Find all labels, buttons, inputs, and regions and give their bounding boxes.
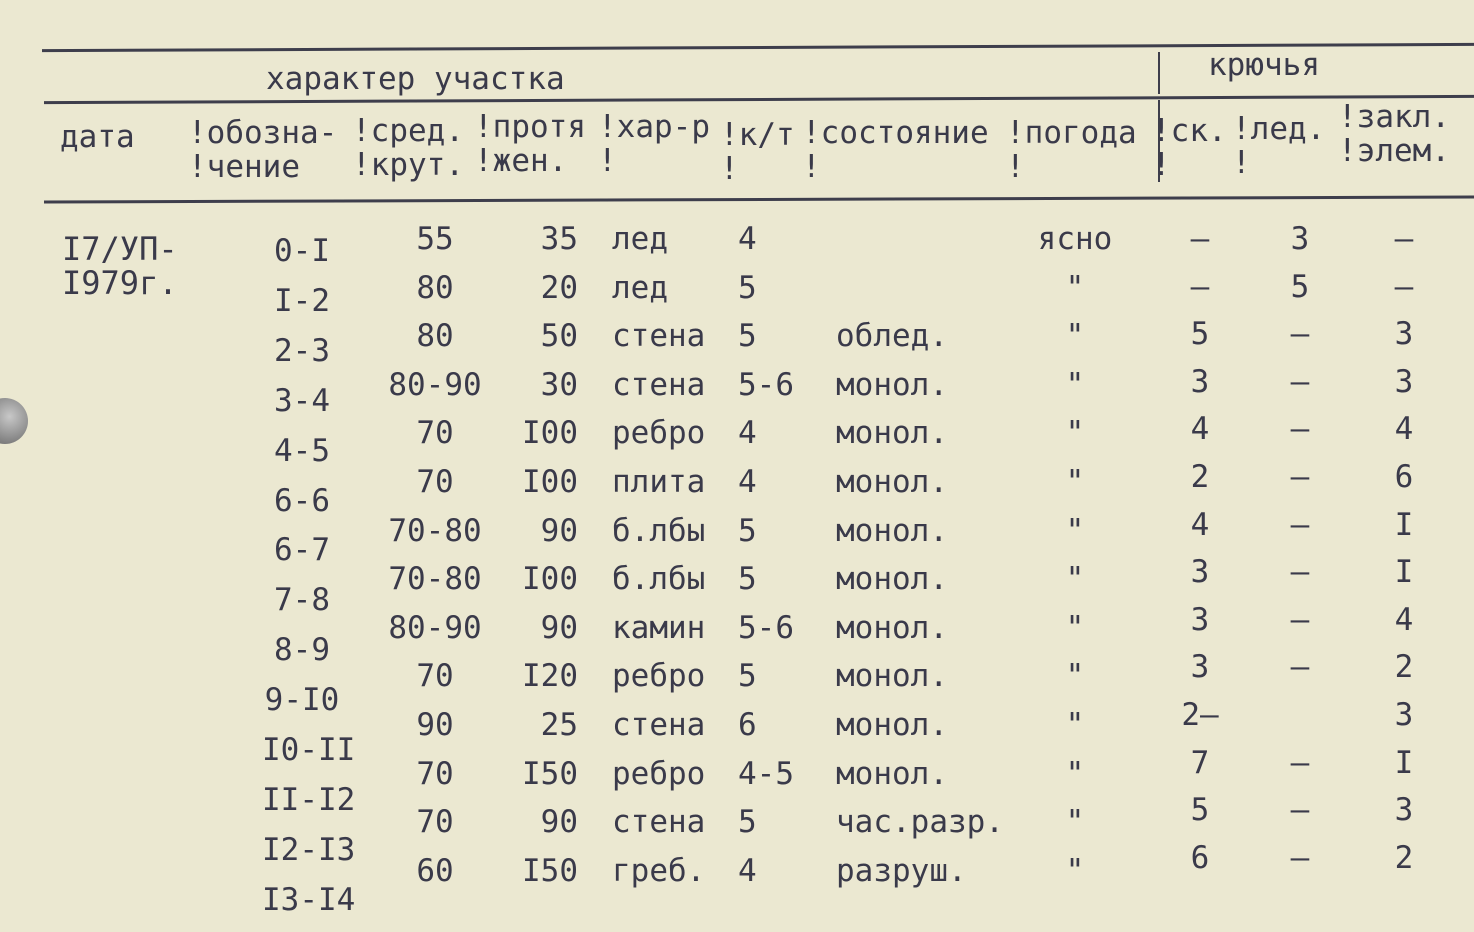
cell-length: I50 <box>522 852 578 889</box>
hooks-divider-top <box>1158 52 1160 94</box>
header-bottom-rule <box>44 196 1474 204</box>
date-cell: I7/УП- I979г. <box>62 230 178 302</box>
cell-category: 5 <box>738 318 757 355</box>
cell-weather: " <box>1065 415 1085 452</box>
cell-chocks: 6 <box>1394 459 1414 495</box>
cell-weather: " <box>1065 269 1085 306</box>
section-title: характер участка <box>266 61 565 97</box>
cell-category: 4 <box>738 852 757 889</box>
header-mid-rule <box>44 95 1474 104</box>
cell-character: камин <box>612 609 706 646</box>
cell-condition: монол. <box>836 415 948 452</box>
cell-category: 4-5 <box>738 755 794 792</box>
cell-length: 50 <box>540 318 578 355</box>
cell-steepness: 70-80 <box>388 561 482 598</box>
cell-steepness: 70 <box>416 464 454 500</box>
cell-length: 20 <box>540 269 578 306</box>
cell-ice: – <box>1290 649 1310 686</box>
cell-steepness: 55 <box>416 221 454 257</box>
cell-rock: 7 <box>1190 744 1210 781</box>
col-designation: !обозна- !чение <box>188 115 338 185</box>
cell-weather: " <box>1065 804 1085 841</box>
cell-designation: 7-8 <box>274 582 330 619</box>
cell-designation: 9-I0 <box>264 682 340 719</box>
cell-character: стена <box>612 707 706 743</box>
cell-designation: 6-6 <box>274 482 330 519</box>
cell-condition: облед. <box>836 318 948 355</box>
cell-weather: " <box>1065 318 1085 355</box>
cell-category: 5-6 <box>738 609 794 646</box>
cell-steepness: 70 <box>416 415 454 452</box>
cell-rock: 3 <box>1190 554 1210 591</box>
cell-steepness: 90 <box>416 707 454 743</box>
cell-rock: 6 <box>1190 839 1210 876</box>
cell-designation: 8-9 <box>274 632 330 669</box>
col-character: !хар-р ! <box>598 109 710 179</box>
cell-category: 5-6 <box>738 366 794 403</box>
cell-category: 5 <box>738 269 757 306</box>
cell-steepness: 80 <box>416 318 454 355</box>
col-ice: !лед. ! <box>1232 111 1326 181</box>
cell-steepness: 70 <box>416 755 454 792</box>
cell-ice: – <box>1290 411 1310 448</box>
col-chocks: !закл. !элем. <box>1338 99 1450 169</box>
cell-ice: – <box>1290 554 1310 591</box>
cell-designation: 4-5 <box>274 432 330 469</box>
cell-weather: " <box>1065 755 1085 792</box>
cell-steepness: 80-90 <box>388 609 482 646</box>
cell-character: греб. <box>612 852 706 889</box>
cell-designation: I-2 <box>274 282 330 319</box>
cell-rock: 5 <box>1190 316 1210 353</box>
cell-category: 4 <box>738 464 757 500</box>
cell-ice: 5 <box>1290 268 1310 305</box>
cell-condition: монол. <box>836 707 948 743</box>
cell-category: 5 <box>738 804 757 841</box>
cell-designation: II-I2 <box>262 781 356 818</box>
cell-chocks: – <box>1394 268 1414 305</box>
cell-steepness: 70 <box>416 658 454 695</box>
cell-condition: час.разр. <box>836 804 1004 841</box>
cell-ice: – <box>1290 839 1310 876</box>
col-category: !к/т ! <box>720 117 795 187</box>
col-length: !протя !жен. <box>474 109 586 179</box>
cell-chocks: – <box>1394 221 1414 257</box>
cell-length: 35 <box>540 221 578 257</box>
cell-weather: " <box>1065 561 1085 598</box>
cell-chocks: 4 <box>1394 411 1414 448</box>
cell-length: 30 <box>540 366 578 403</box>
col-date: дата <box>60 119 135 155</box>
cell-length: 90 <box>540 609 578 646</box>
cell-weather: " <box>1065 512 1085 549</box>
cell-condition: монол. <box>836 561 948 598</box>
cell-category: 5 <box>738 512 757 549</box>
cell-ice: – <box>1290 459 1310 495</box>
cell-length: 25 <box>540 707 578 743</box>
cell-weather: " <box>1065 464 1085 500</box>
cell-chocks: I <box>1394 554 1414 591</box>
cell-weather: " <box>1065 658 1085 695</box>
cell-character: лед <box>612 221 668 257</box>
cell-chocks: 3 <box>1394 697 1414 733</box>
punch-hole <box>0 398 28 444</box>
cell-ice: – <box>1290 316 1310 353</box>
cell-ice: – <box>1290 744 1310 781</box>
cell-character: стена <box>612 318 706 355</box>
cell-chocks: I <box>1394 506 1414 543</box>
cell-weather: " <box>1065 707 1085 743</box>
cell-weather: " <box>1065 609 1085 646</box>
cell-rock: 4 <box>1190 411 1210 448</box>
cell-rock: – <box>1190 221 1210 257</box>
cell-ice: 3 <box>1290 221 1310 257</box>
cell-chocks: 3 <box>1394 316 1414 353</box>
col-rock: !ск. ! <box>1152 113 1227 183</box>
cell-condition: монол. <box>836 512 948 549</box>
cell-chocks: 2 <box>1394 839 1414 876</box>
cell-category: 5 <box>738 658 757 695</box>
cell-category: 6 <box>738 707 757 743</box>
cell-length: 90 <box>540 804 578 841</box>
cell-steepness: 60 <box>416 852 454 889</box>
cell-category: 4 <box>738 221 757 257</box>
cell-chocks: 4 <box>1394 601 1414 638</box>
cell-rock: 2 <box>1190 459 1210 495</box>
cell-designation: I2-I3 <box>262 831 356 868</box>
cell-rock: 3 <box>1190 363 1210 400</box>
cell-character: ребро <box>612 755 706 792</box>
hooks-title: крючья <box>1208 47 1320 83</box>
cell-length: 90 <box>540 512 578 549</box>
cell-character: лед <box>612 269 668 306</box>
cell-condition: разруш. <box>836 852 967 889</box>
cell-character: плита <box>612 464 706 500</box>
cell-character: стена <box>612 804 706 841</box>
cell-designation: I3-I4 <box>262 881 356 918</box>
col-condition: !состояние ! <box>802 115 989 185</box>
cell-weather: ясно <box>1037 221 1113 257</box>
cell-designation: 3-4 <box>274 382 330 419</box>
cell-condition: монол. <box>836 609 948 646</box>
cell-steepness: 70 <box>416 804 454 841</box>
cell-designation: I0-II <box>262 732 356 768</box>
cell-length: I00 <box>522 415 578 452</box>
cell-character: стена <box>612 366 706 403</box>
cell-condition: монол. <box>836 755 948 792</box>
cell-character: ребро <box>612 415 706 452</box>
cell-weather: " <box>1065 366 1085 403</box>
cell-ice: – <box>1290 363 1310 400</box>
cell-character: ребро <box>612 658 706 695</box>
cell-weather: " <box>1065 852 1085 889</box>
cell-length: I50 <box>522 755 578 792</box>
cell-rock: 5 <box>1190 792 1210 829</box>
cell-chocks: 3 <box>1394 363 1414 400</box>
cell-chocks: I <box>1394 744 1414 781</box>
cell-rock: 3 <box>1190 649 1210 686</box>
cell-ice: – <box>1290 601 1310 638</box>
cell-chocks: 3 <box>1394 792 1414 829</box>
cell-rock: – <box>1190 268 1210 305</box>
cell-character: б.лбы <box>612 512 706 549</box>
cell-character: б.лбы <box>612 561 706 598</box>
cell-ice: – <box>1290 506 1310 543</box>
col-steepness: !сред. !крут. <box>352 113 464 183</box>
cell-category: 4 <box>738 415 757 452</box>
cell-rock: 2– <box>1181 697 1219 733</box>
cell-rock: 4 <box>1190 506 1210 543</box>
cell-rock: 3 <box>1190 601 1210 638</box>
cell-category: 5 <box>738 561 757 598</box>
cell-designation: 0-I <box>274 233 330 269</box>
cell-length: I20 <box>522 658 578 695</box>
cell-designation: 6-7 <box>274 532 330 569</box>
cell-designation: 2-3 <box>274 332 330 369</box>
cell-steepness: 80 <box>416 269 454 306</box>
cell-condition: монол. <box>836 464 948 500</box>
cell-steepness: 70-80 <box>388 512 482 549</box>
cell-length: I00 <box>522 561 578 598</box>
cell-chocks: 2 <box>1394 649 1414 686</box>
cell-condition: монол. <box>836 658 948 695</box>
cell-steepness: 80-90 <box>388 366 482 403</box>
col-weather: !погода ! <box>1006 115 1137 185</box>
cell-length: I00 <box>522 464 578 500</box>
cell-condition: монол. <box>836 366 948 403</box>
cell-ice: – <box>1290 792 1310 829</box>
